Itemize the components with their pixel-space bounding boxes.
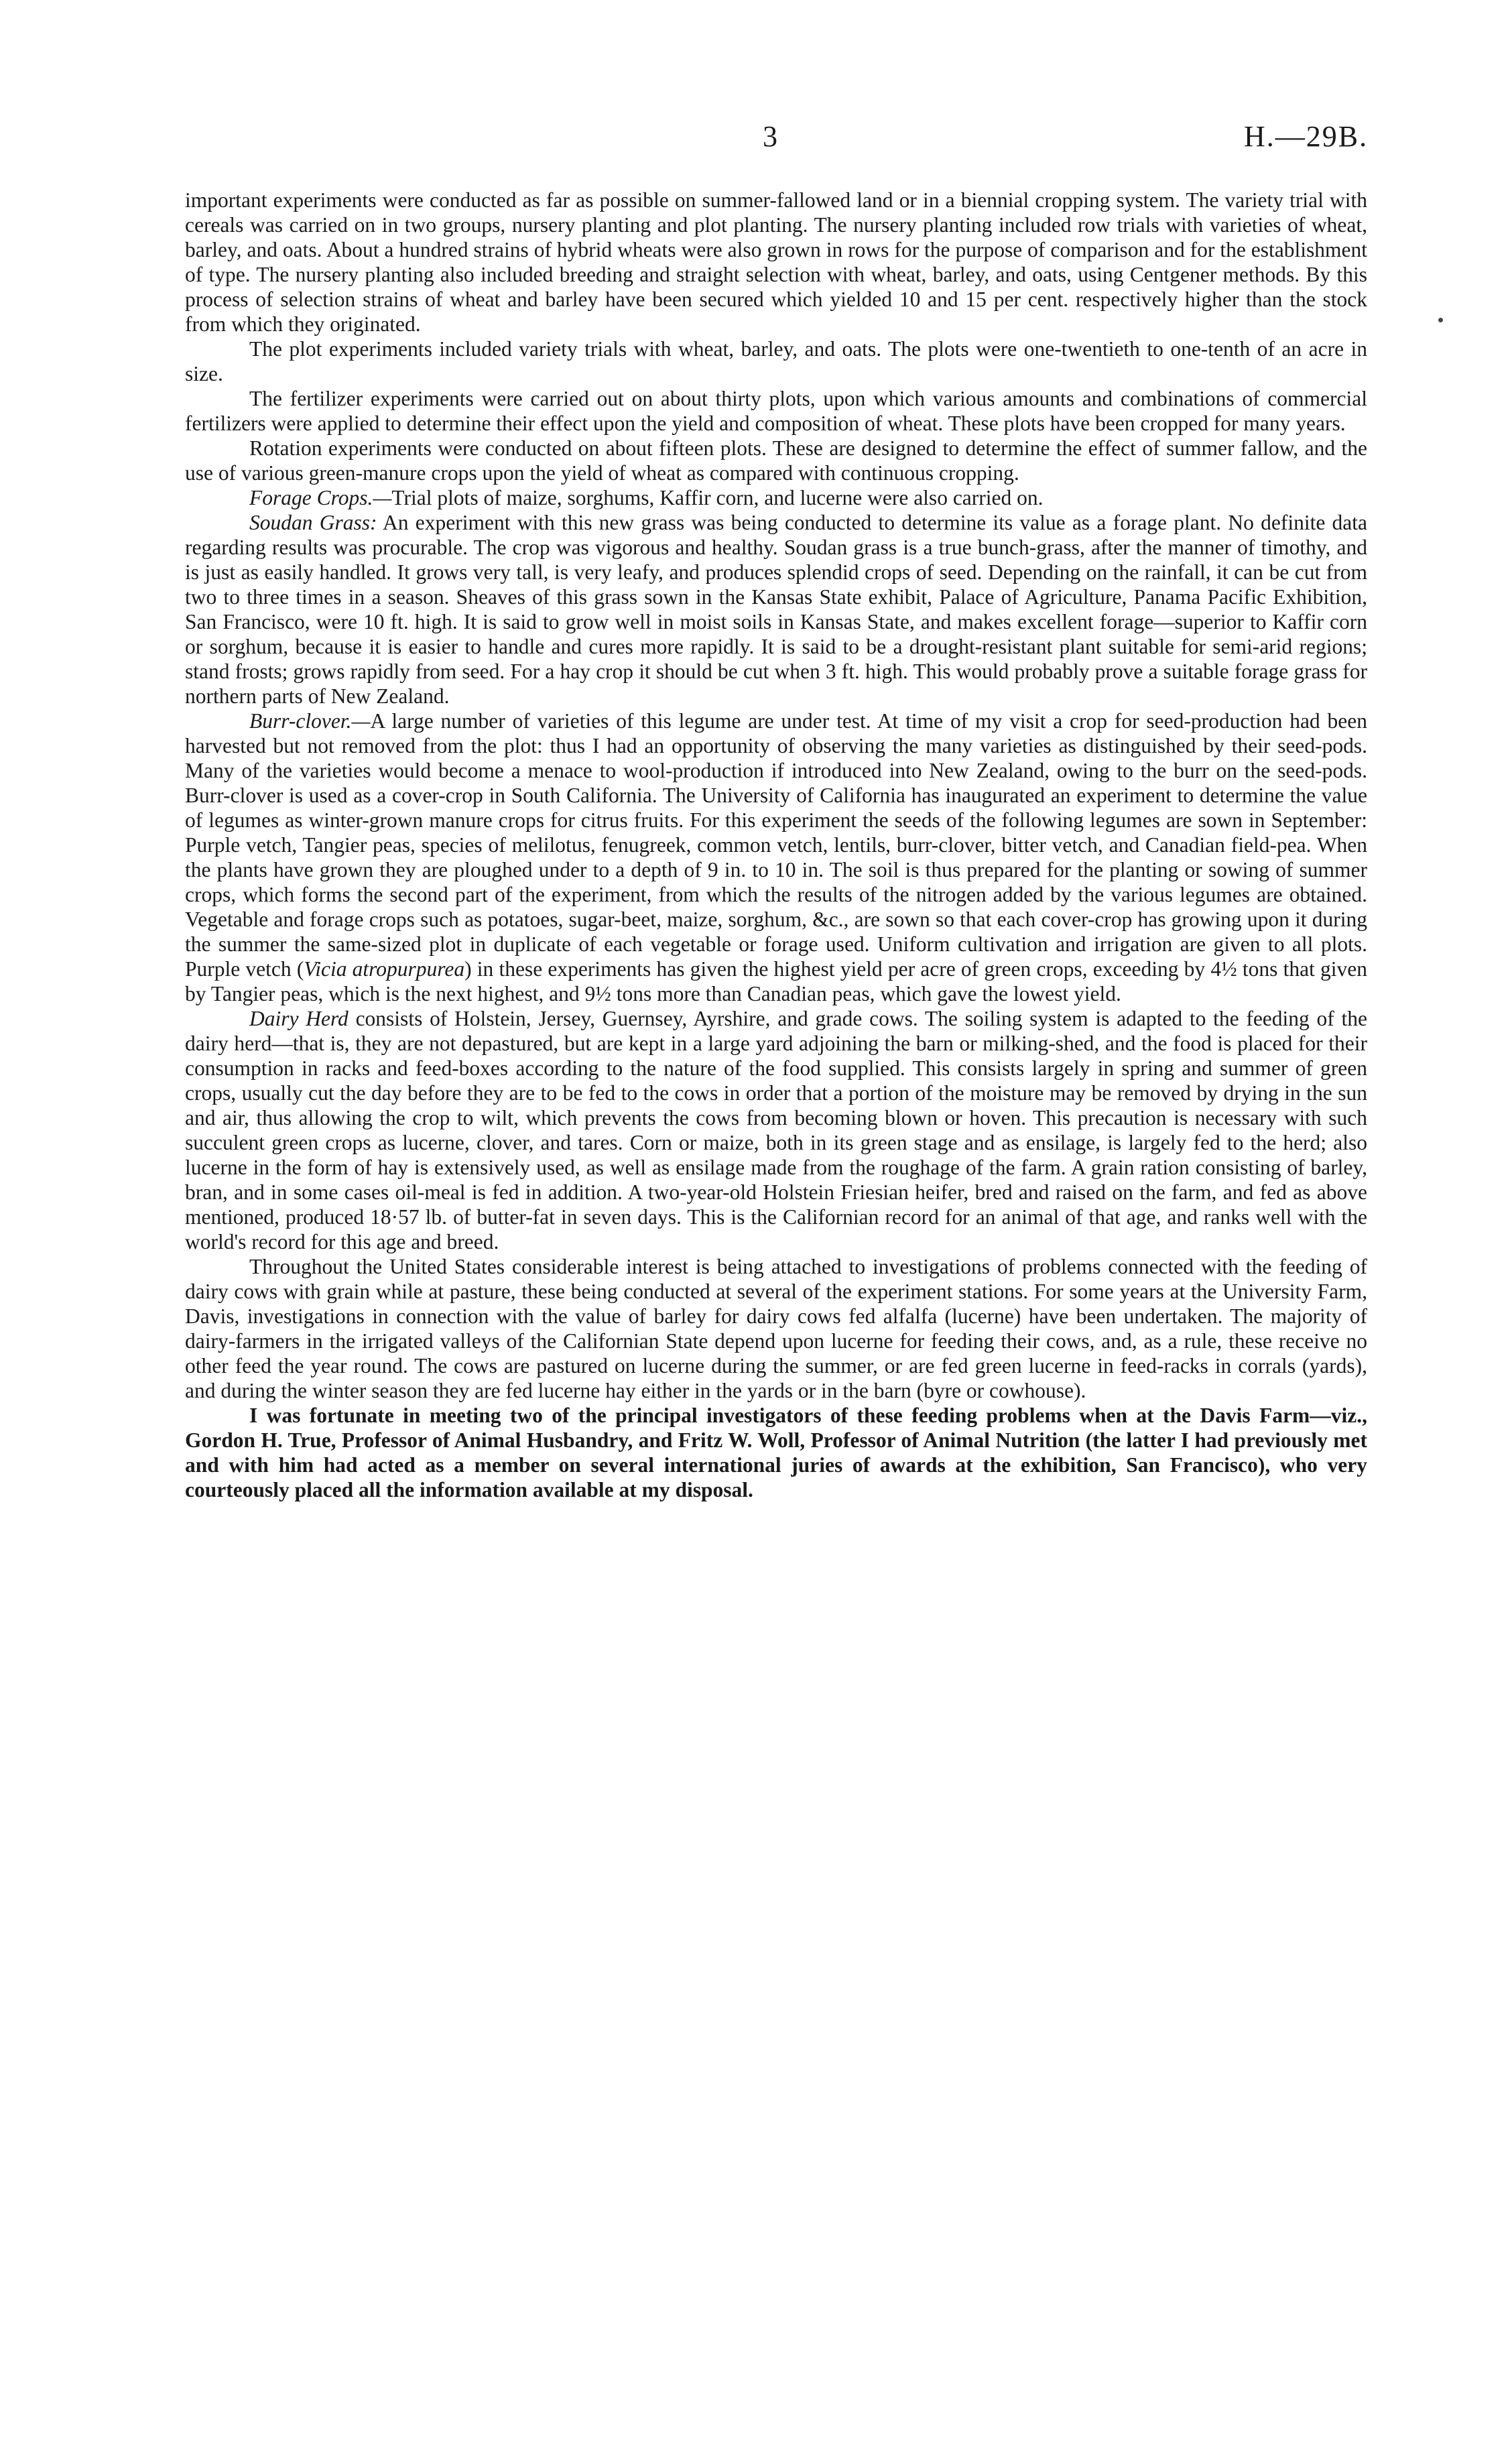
paragraph-soudan-grass bbox=[185, 510, 1367, 709]
paragraph-text: A large number of varieties of this legume are under test. At time of my visit a crop for seed-production had been harvested but not removed from the plot: thus I had an opportunity of observing the many varieties as distinguished by their seed-pods. Many of the varieties would become a menace to wool-production if introduced into New Zealand, owing to the burr on the seed-pods. Burr-clover is used as a cover-crop in South California. The University of California has inaugurated an experiment to determine the value of legumes as winter-grown manure crops for citrus fruits. For this experiment the seeds of the following legumes are sown in September: Purple vetch, Tangier peas, species of melilotus, fenugreek, common vetch, lentils, burr-clover, bitter vetch, and Canadian field-pea. When the plants have grown they are ploughed under to a depth of 9 in. to 10 in. The soil is thus prepared for the planting or sowing of summer crops, which forms the second part of the experiment, from which the results of the nitrogen added by the various legumes are obtained. Vegetable and forage crops such as potatoes, sugar-beet, maize, sorghum, &c., are sown so that each cover-crop has growing upon it during the summer the same-sized plot in duplicate of each vegetable or forage used. Uniform cultivation and irrigation are given to all plots. Purple vetch ( bbox=[185, 709, 1367, 981]
paragraph-text: The fertilizer experiments were carried out on about thirty plots, upon which various amounts and combinations of commercial fertilizers were applied to determine their effect upon the yield and composition of wheat. These plots have been cropped for many years. bbox=[185, 387, 1367, 435]
paragraph-text: important experiments were conducted as far as possible on summer-fallowed land or in a biennial cropping system. The variety trial with cereals was carried on in two groups, nursery planting and plot planting. The nursery planting included row trials with varieties of wheat, barley, and oats. About a hundred strains of hybrid wheats were also grown in rows for the purpose of comparison and for the establishment of type. The nursery planting also included breeding and straight selection with wheat, barley, and oats, using Centgener methods. By this process of selection strains of wheat and barley have been secured which yielded 10 and 15 per cent. respectively higher than the stock from which they originated. bbox=[185, 188, 1367, 336]
section-lead-burr-clover: Burr-clover.— bbox=[249, 709, 371, 733]
section-lead-dairy-herd: Dairy Herd bbox=[249, 1007, 349, 1030]
document-reference: H.—29B. bbox=[1244, 120, 1369, 153]
margin-dot bbox=[1438, 318, 1443, 322]
paragraph-forage-crops bbox=[185, 485, 1367, 510]
paragraph-text-continued: ) in these experiments has given the highest yield per acre of green crops, exceeding by 4½ tons that given by Tangier peas, which is the next highest, and 9½ tons more than Canadian peas, which gave the lowest yield. bbox=[185, 957, 1367, 1005]
paragraph-experiments bbox=[185, 188, 1367, 336]
paragraph-rotation bbox=[185, 436, 1367, 485]
paragraph-text: Rotation experiments were conducted on about fifteen plots. These are designed to determine the effect of summer fallow, and the use of various green-manure crops upon the yield of wheat as compared with continuous cropping. bbox=[185, 436, 1367, 485]
paragraph-burr-clover bbox=[185, 709, 1367, 1006]
paragraph-text: Throughout the United States considerable interest is being attached to investigations of problems connected with the feeding of dairy cows with grain while at pasture, these being conducted at several of the experiment stations. For some years at the University Farm, Davis, investigations in connection with the value of barley for dairy cows fed alfalfa (lucerne) have been undertaken. The majority of dairy-farmers in the irrigated valleys of the Californian State depend upon lucerne for feeding their cows, and, as a rule, these receive no other feed the year round. The cows are pastured on lucerne during the summer, or are fed green lucerne in feed-racks in corrals (yards), and during the winter season they are fed lucerne hay either in the yards or in the barn (byre or cowhouse). bbox=[185, 1255, 1367, 1402]
page-number: 3 bbox=[763, 120, 778, 153]
page-header bbox=[0, 119, 1512, 160]
paragraph-plot-experiments bbox=[185, 336, 1367, 386]
paragraph-text: Trial plots of maize, sorghums, Kaffir corn, and lucerne were also carried on. bbox=[391, 486, 1044, 509]
paragraph-text: The plot experiments included variety trials with wheat, barley, and oats. The plots were one-twentieth to one-tenth of an acre in size. bbox=[185, 337, 1367, 385]
paragraph-text: consists of Holstein, Jersey, Guernsey, Ayrshire, and grade cows. The soiling system is adapted to the feeding of the dairy herd—that is, they are not depastured, but are kept in a large yard adjoining the barn or milking-shed, and the food is placed for their consumption in racks and feed-boxes according to the nature of the food supplied. This consists largely in spring and summer of green crops, usually cut the day before they are to be fed to the cows in order that a portion of the moisture may be removed by drying in the sun and air, thus allowing the crop to wilt, which prevents the cows from becoming blown or hoven. This precaution is necessary with such succulent green crops as lucerne, clover, and tares. Corn or maize, both in its green stage and as ensilage, is largely fed to the herd; also lucerne in the form of hay is extensively used, as well as ensilage made from the roughage of the farm. A grain ration consisting of barley, bran, and in some cases oil-meal is fed in addition. A two-year-old Holstein Friesian heifer, bred and raised on the farm, and fed as above mentioned, produced 18·57 lb. of butter-fat in seven days. This is the Californian record for an animal of that age, and ranks well with the world's record for this age and breed. bbox=[185, 1007, 1367, 1253]
paragraph-united-states bbox=[185, 1254, 1367, 1403]
paragraph-fertilizer bbox=[185, 386, 1367, 436]
section-lead-forage-crops: Forage Crops.— bbox=[249, 486, 392, 509]
paragraph-text: I was fortunate in meeting two of the principal investigators of these feeding problems when at the Davis Farm—viz., Gordon H. True, Professor of Animal Husbandry, and Fritz W. Woll, Professor of Animal Nutrition (the latter I had previously met and with him had acted as a member on several international juries of awards at the exhibition, San Francisco), who very courteously placed all the information available at my disposal. bbox=[185, 1404, 1367, 1501]
section-lead-soudan-grass: Soudan Grass: bbox=[249, 511, 377, 534]
paragraph-text: An experiment with this new grass was being conducted to determine its value as a forage plant. No definite data regarding results was procurable. The crop was vigorous and healthy. Soudan grass is a true bunch-grass, after the manner of timothy, and is just as easily handled. It grows very tall, is very leafy, and produces splendid crops of seed. Depending on the rainfall, it can be cut from two to three times in a season. Sheaves of this grass sown in the Kansas State exhibit, Palace of Agriculture, Panama Pacific Exhibition, San Francisco, were 10 ft. high. It is said to grow well in moist soils in Kansas State, and makes excellent forage—superior to Kaffir corn or sorghum, because it is easier to handle and cures more rapidly. It is said to be a drought-resistant plant suitable for semi-arid regions; stand frosts; grows rapidly from seed. For a hay crop it should be cut when 3 ft. high. This would probably prove a suitable forage grass for northern parts of New Zealand. bbox=[185, 511, 1368, 708]
latin-name: Vicia atropurpurea bbox=[304, 957, 465, 981]
paragraph-davis-farm bbox=[185, 1403, 1367, 1502]
paragraph-dairy-herd bbox=[185, 1006, 1367, 1254]
body-text bbox=[185, 188, 1367, 1502]
